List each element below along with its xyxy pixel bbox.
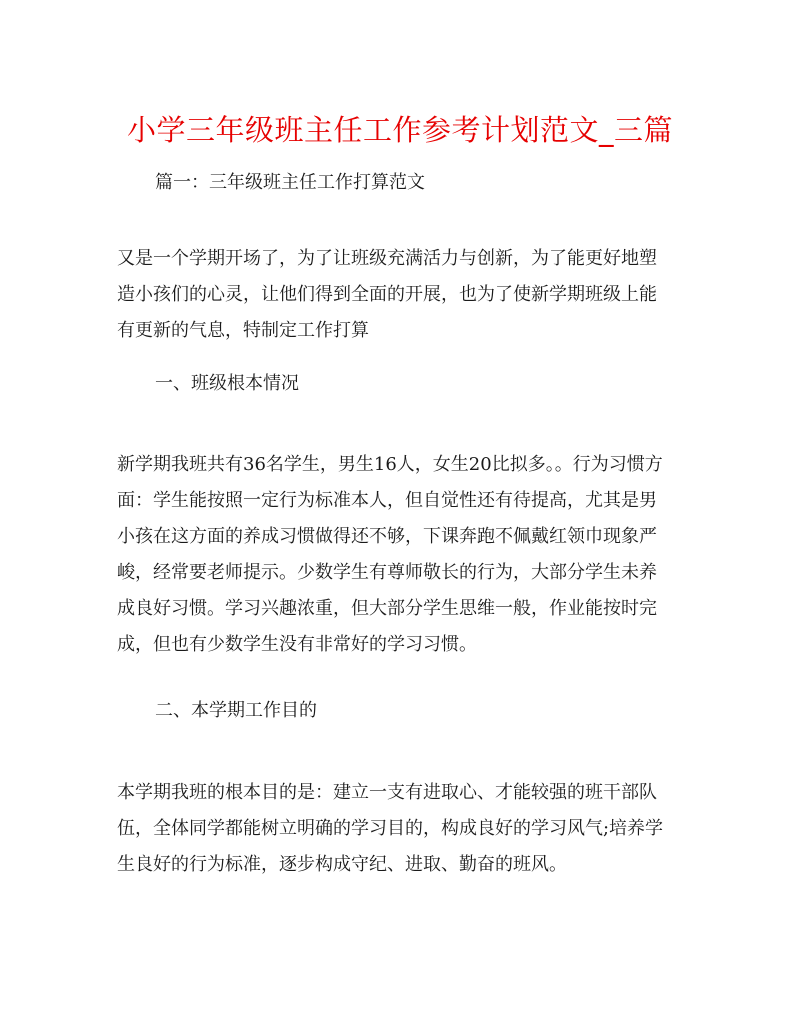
document-title: 小学三年级班主任工作参考计划范文_三篇: [126, 113, 673, 147]
text-line: 成，但也有少数学生没有非常好的学习习惯。: [117, 634, 477, 655]
intro-paragraph: [117, 241, 687, 349]
text-line: 又是一个学期开场了，为了让班级充满活力与创新，为了能更好地塑: [117, 248, 657, 269]
text-line: 本学期我班的根本目的是：建立一支有进取心、才能较强的班干部队: [117, 782, 657, 803]
section1-paragraph: [117, 447, 687, 663]
text-line: 小孩在这方面的养成习惯做得还不够，下课奔跑不佩戴红领巾现象严: [117, 526, 657, 547]
section1-heading: 一、班级根本情况: [155, 373, 299, 394]
text-line: 成良好习惯。学习兴趣浓重，但大部分学生思维一般，作业能按时完: [117, 598, 657, 619]
text-line: 面：学生能按照一定行为标准本人，但自觉性还有待提高，尤其是男: [117, 490, 657, 511]
text-line: 伍，全体同学都能树立明确的学习目的，构成良好的学习风气;培养学: [117, 818, 664, 839]
text-line: 生良好的行为标准，逐步构成守纪、进取、勤奋的班风。: [117, 854, 567, 875]
text-line: 有更新的气息，特制定工作打算: [117, 320, 369, 341]
part1-heading: 篇一：三年级班主任工作打算范文: [155, 172, 425, 193]
section2-heading: 二、本学期工作目的: [155, 700, 317, 721]
text-line: 新学期我班共有36名学生，男生16人，女生20比拟多。。行为习惯方: [117, 454, 663, 475]
text-line: 峻，经常要老师提示。少数学生有尊师敬长的行为，大部分学生未养: [117, 562, 657, 583]
text-line: 造小孩们的心灵，让他们得到全面的开展，也为了使新学期班级上能: [117, 284, 657, 305]
section2-paragraph: [117, 775, 687, 883]
